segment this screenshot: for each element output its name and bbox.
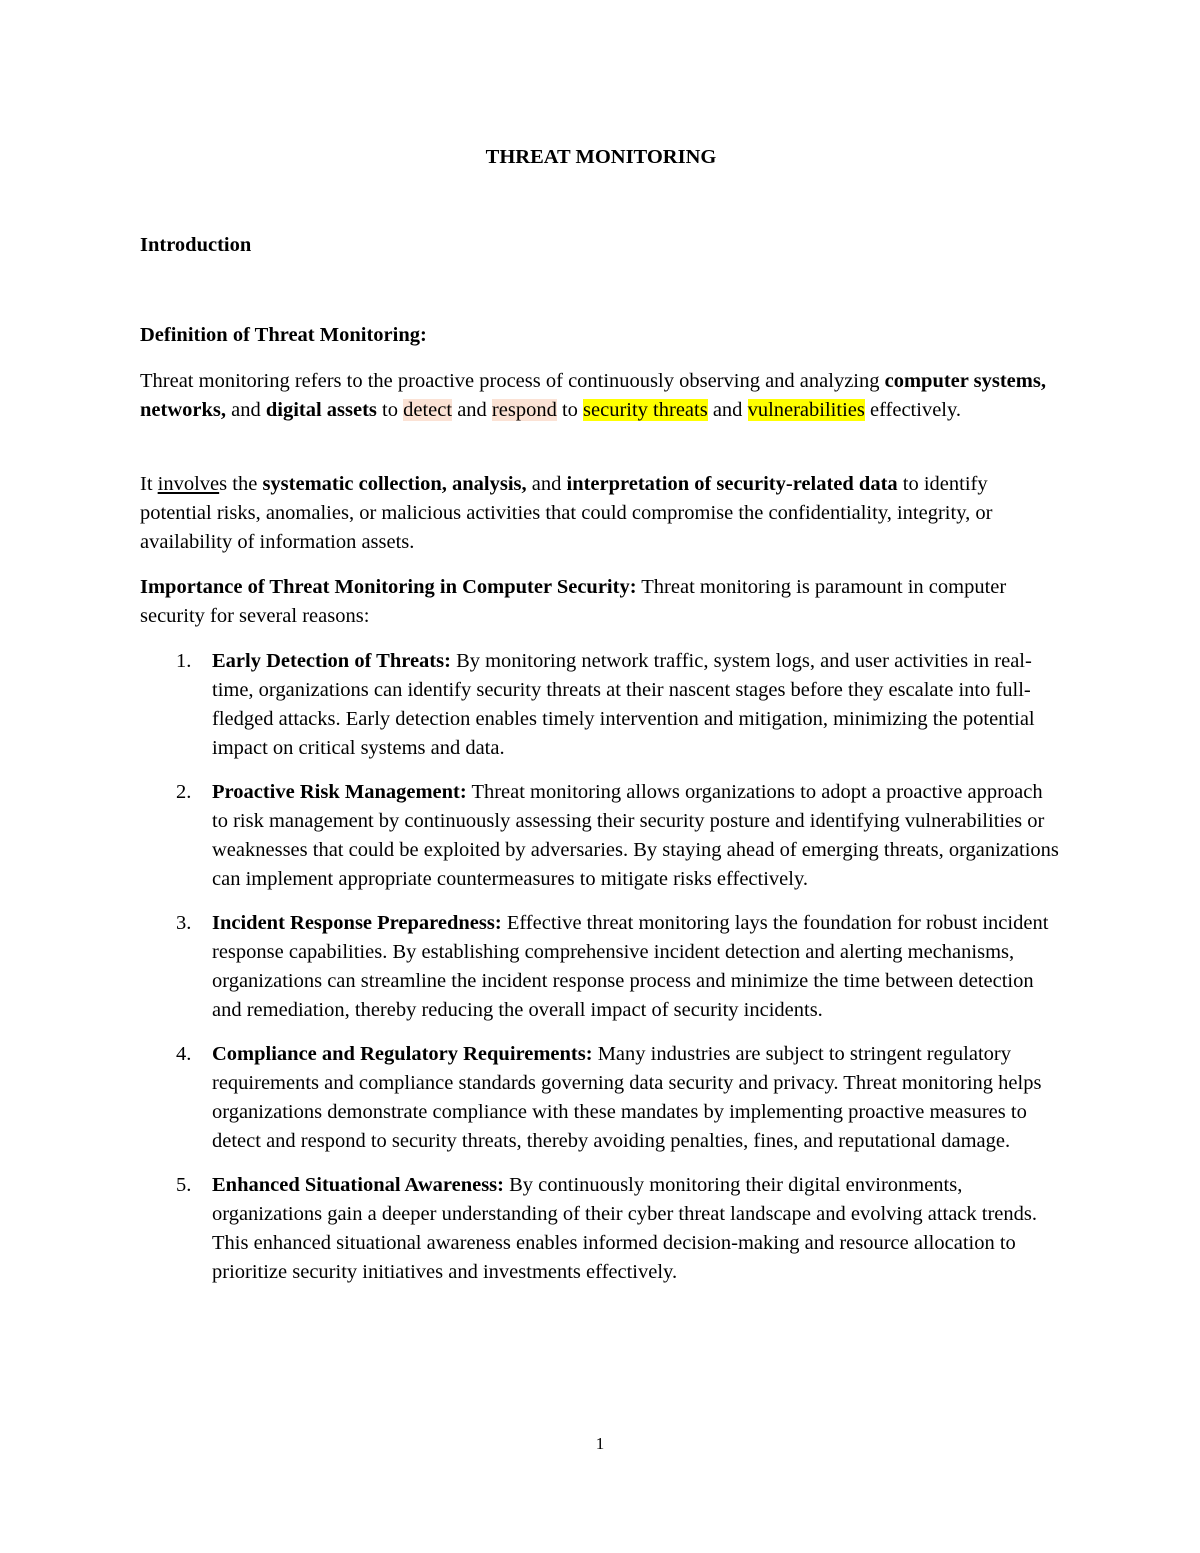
- list-item-text: By continuously monitoring their digital environments, organizations gain a deeper understanding of their cyber threat landscape and evolving attack trends. This enhanced situational awareness enables informed decision-making and resource allocation to prioritize security initiatives and investments effectively.: [212, 1174, 1038, 1283]
- highlight-security-threats: security threats: [583, 399, 708, 421]
- list-item: [140, 1040, 1060, 1156]
- list-item: [140, 1171, 1060, 1287]
- definition-text-1: Threat monitoring refers to the proactive process of continuously observing and analyzing: [140, 370, 885, 392]
- page-number: 1: [595, 1434, 605, 1453]
- list-item-text: Threat monitoring allows organizations to adopt a proactive approach to risk management by continuously assessing their security posture and identifying vulnerabilities or weaknesses that could be exploited by adversaries. By staying ahead of emerging threats, organizations can implement appropriate countermeasures to mitigate risks effectively.: [212, 781, 1059, 890]
- involves-text-1: It: [140, 473, 158, 495]
- list-item-text: By monitoring network traffic, system logs, and user activities in real-time, organizations can identify security threats at their nascent stages before they escalate into full-fledged attacks. Early detection enables timely intervention and mitigation, minimizing the potential impact on critical systems and data.: [212, 650, 1035, 759]
- list-item-heading: Compliance and Regulatory Requirements:: [212, 1043, 593, 1065]
- importance-heading: Importance of Threat Monitoring in Computer Security:: [140, 576, 637, 598]
- list-item-heading: Proactive Risk Management:: [212, 781, 467, 803]
- list-item: [140, 647, 1060, 763]
- list-item-heading: Enhanced Situational Awareness:: [212, 1174, 504, 1196]
- highlight-detect: detect: [403, 399, 453, 421]
- definition-text-7: effectively.: [864, 399, 962, 421]
- importance-paragraph: [140, 573, 1050, 631]
- definition-bold-systems: computer systems, networks,: [140, 370, 1046, 421]
- involves-text-3: and: [526, 473, 567, 495]
- highlight-vulnerabilities: vulnerabilities: [747, 399, 865, 421]
- list-item: [140, 778, 1060, 894]
- list-item-heading: Incident Response Preparedness:: [212, 912, 502, 934]
- definition-text-5: to: [556, 399, 584, 421]
- list-item-number: 1.: [176, 650, 192, 672]
- list-item-text: Effective threat monitoring lays the foundation for robust incident response capabilities. By establishing comprehensive incident detection and alerting mechanisms, organizations can streamline the incident response process and minimize the time between detection and remediation, thereby reducing the overall impact of security incidents.: [212, 912, 1049, 1021]
- list-item-text: Many industries are subject to stringent regulatory requirements and compliance standards governing data security and privacy. Threat monitoring helps organizations demonstrate compliance with these mandates by implementing proactive measures to detect and respond to security threats, thereby avoiding penalties, fines, and reputational damage.: [212, 1043, 1042, 1152]
- definition-heading: Definition of Threat Monitoring:: [140, 324, 427, 346]
- document-title: THREAT MONITORING: [485, 146, 717, 168]
- involves-bold-interpretation: interpretation of security-related data: [566, 473, 898, 495]
- list-item-heading: Early Detection of Threats:: [212, 650, 451, 672]
- introduction-heading: Introduction: [140, 234, 252, 256]
- list-item-number: 4.: [176, 1043, 192, 1065]
- definition-text-6: and: [707, 399, 748, 421]
- involves-text-2: s the: [219, 473, 263, 495]
- definition-text-4: and: [452, 399, 492, 421]
- definition-bold-assets: digital assets: [265, 399, 377, 421]
- definition-text-3: to: [376, 399, 404, 421]
- definition-text-2: and: [225, 399, 266, 421]
- importance-text: Threat monitoring is paramount in computer security for several reasons:: [140, 576, 1007, 627]
- definition-paragraph: [140, 367, 1050, 425]
- highlight-respond: respond: [491, 399, 557, 421]
- reasons-list: [140, 647, 1060, 1302]
- list-item-number: 3.: [176, 912, 192, 934]
- involves-text-4: to identify potential risks, anomalies, or malicious activities that could compromise the confidentiality, integrity, or availability of information assets.: [140, 473, 993, 553]
- involves-paragraph: [140, 470, 1050, 557]
- involves-bold-collection: systematic collection, analysis,: [262, 473, 527, 495]
- underlined-involve: involve: [157, 473, 220, 495]
- list-item: [140, 909, 1060, 1025]
- list-item-number: 2.: [176, 781, 192, 803]
- list-item-number: 5.: [176, 1174, 192, 1196]
